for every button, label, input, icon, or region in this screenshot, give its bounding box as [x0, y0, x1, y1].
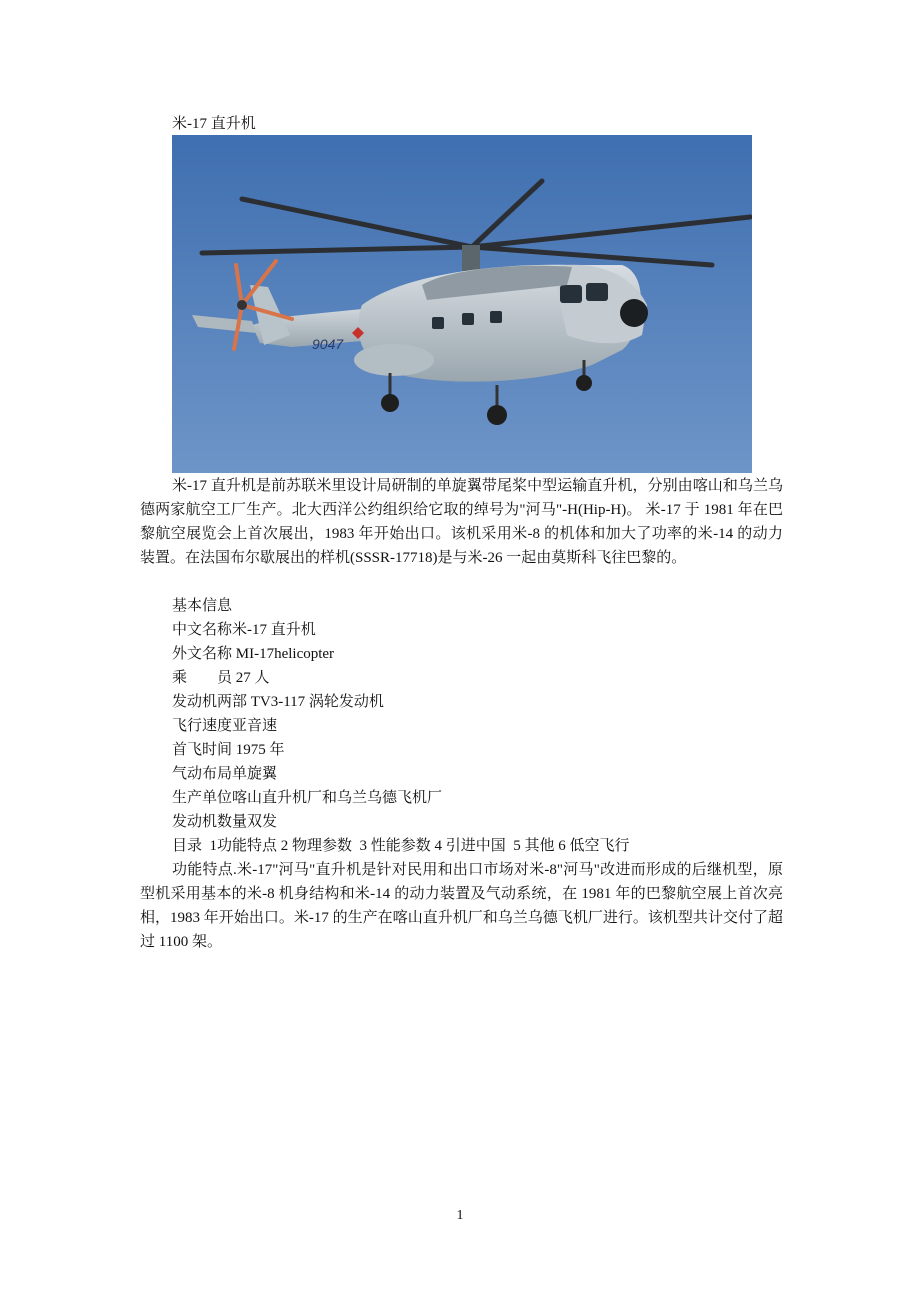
info-item: 外文名称 MI-17helicopter — [172, 646, 335, 662]
info-item: 发动机两部 TV3-117 涡轮发动机 — [172, 694, 384, 710]
info-item: 生产单位喀山直升机厂和乌兰乌德飞机厂 — [172, 790, 443, 806]
image-caption: 米-17 直升机 — [172, 116, 256, 132]
helicopter-photo — [172, 135, 752, 473]
intro-paragraph: 米-17 直升机是前苏联米里设计局研制的单旋翼带尾桨中型运输直升机，分别由喀山和乌兰乌德两家航空工厂生产。北大西洋公约组织给它取的绰号为"河马"-H(Hip-H)。 米-17 于 1981 年在巴黎航空展览会上首次展出，1983 年开始出口。该机采用米-8 的机体和加大了功率的米-14 的动力装置。在法国布尔歇展出的样机(SSSR-17718)是与米-26 一起由莫斯科飞往巴黎的。 — [140, 478, 783, 566]
basic-info-heading: 基本信息 — [172, 598, 233, 614]
features-paragraph: 功能特点.米-17"河马"直升机是针对民用和出口市场对米-8"河马"改进而形成的后继机型，原型机采用基本的米-8 机身结构和米-14 的动力装置及气动系统，在 1981 年的巴黎航空展上首次亮相，1983 年开始出口。米-17 的生产在喀山直升机厂和乌兰乌德飞机厂进行。该机型共计交付了超过 1100 架。 — [140, 862, 783, 950]
info-item: 飞行速度亚音速 — [172, 718, 278, 734]
info-item: 首飞时间 1975 年 — [172, 742, 285, 758]
basic-info-list — [172, 594, 772, 834]
table-of-contents: 目录 1功能特点 2 物理参数 3 性能参数 4 引进中国 5 其他 6 低空飞行 — [172, 838, 630, 854]
info-item: 气动布局单旋翼 — [172, 766, 278, 782]
info-item: 中文名称米-17 直升机 — [172, 622, 316, 638]
svg-text:9047: 9047 — [312, 336, 344, 352]
info-item: 乘 员 27 人 — [172, 670, 270, 686]
page-number: 1 — [456, 1208, 464, 1223]
info-item: 发动机数量双发 — [172, 814, 278, 830]
